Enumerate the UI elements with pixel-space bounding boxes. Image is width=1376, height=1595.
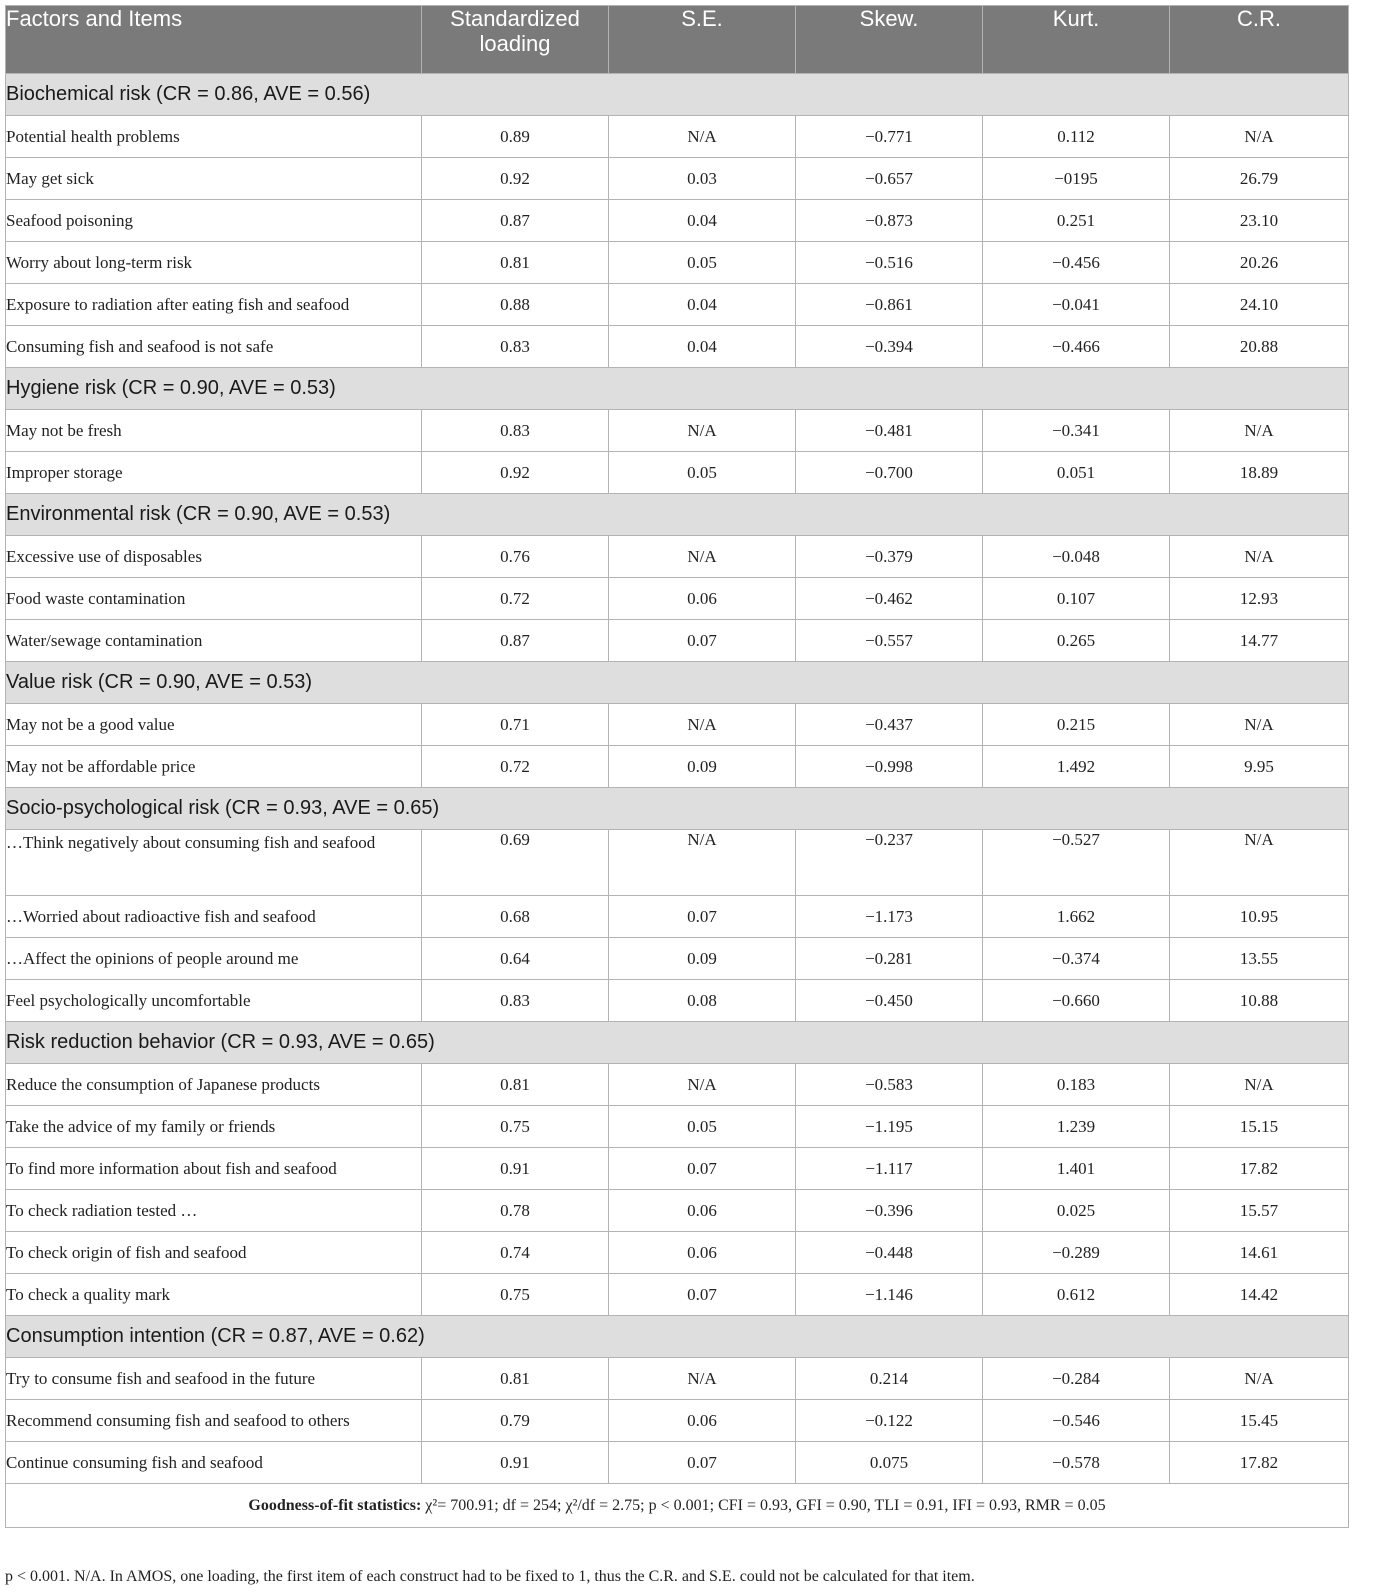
table-row bbox=[6, 1064, 1349, 1106]
skew-cell: −0.557 bbox=[796, 620, 983, 662]
table-row bbox=[6, 578, 1349, 620]
item-label: To find more information about fish and seafood bbox=[6, 1148, 422, 1190]
section-header-row bbox=[6, 494, 1349, 536]
loading-cell: 0.72 bbox=[422, 578, 609, 620]
loading-cell: 0.88 bbox=[422, 284, 609, 326]
table-row bbox=[6, 326, 1349, 368]
table-footnote: p < 0.001. N/A. In AMOS, one loading, the first item of each construct had to be fixed to 1, thus the C.R. and S.E. could not be calculated for that item. bbox=[5, 1568, 975, 1585]
table-row bbox=[6, 1358, 1349, 1400]
kurt-cell: −0195 bbox=[983, 158, 1170, 200]
skew-cell: −0.281 bbox=[796, 938, 983, 980]
cr-cell: 14.77 bbox=[1170, 620, 1349, 662]
table-row bbox=[6, 980, 1349, 1022]
cr-cell: N/A bbox=[1170, 704, 1349, 746]
section-title: Biochemical risk (CR = 0.86, AVE = 0.56) bbox=[6, 74, 1349, 116]
kurt-cell: −0.527 bbox=[983, 830, 1170, 896]
loading-cell: 0.74 bbox=[422, 1232, 609, 1274]
item-label: Excessive use of disposables bbox=[6, 536, 422, 578]
se-cell: 0.06 bbox=[609, 1400, 796, 1442]
kurt-cell: 0.107 bbox=[983, 578, 1170, 620]
loading-cell: 0.81 bbox=[422, 1064, 609, 1106]
item-label: Seafood poisoning bbox=[6, 200, 422, 242]
loading-cell: 0.69 bbox=[422, 830, 609, 896]
skew-cell: −1.146 bbox=[796, 1274, 983, 1316]
item-label: …Think negatively about consuming fish and seafood bbox=[6, 830, 422, 896]
table-row bbox=[6, 896, 1349, 938]
skew-cell: −0.657 bbox=[796, 158, 983, 200]
kurt-cell: 1.662 bbox=[983, 896, 1170, 938]
section-title: Environmental risk (CR = 0.90, AVE = 0.53) bbox=[6, 494, 1349, 536]
kurt-cell: 1.239 bbox=[983, 1106, 1170, 1148]
section-title: Hygiene risk (CR = 0.90, AVE = 0.53) bbox=[6, 368, 1349, 410]
skew-cell: −0.998 bbox=[796, 746, 983, 788]
kurt-cell: 1.401 bbox=[983, 1148, 1170, 1190]
kurt-cell: −0.048 bbox=[983, 536, 1170, 578]
item-label: Exposure to radiation after eating fish and seafood bbox=[6, 284, 422, 326]
kurt-cell: 0.215 bbox=[983, 704, 1170, 746]
se-cell: 0.05 bbox=[609, 242, 796, 284]
loading-cell: 0.75 bbox=[422, 1106, 609, 1148]
item-label: To check a quality mark bbox=[6, 1274, 422, 1316]
cr-cell: N/A bbox=[1170, 536, 1349, 578]
se-cell: 0.07 bbox=[609, 1148, 796, 1190]
kurt-cell: 0.112 bbox=[983, 116, 1170, 158]
se-cell: 0.06 bbox=[609, 1190, 796, 1232]
kurt-cell: −0.466 bbox=[983, 326, 1170, 368]
table-row bbox=[6, 1106, 1349, 1148]
section-header-row bbox=[6, 788, 1349, 830]
table-row bbox=[6, 1232, 1349, 1274]
table-row bbox=[6, 1442, 1349, 1484]
cr-cell: 13.55 bbox=[1170, 938, 1349, 980]
section-header-row bbox=[6, 368, 1349, 410]
loading-cell: 0.87 bbox=[422, 200, 609, 242]
cr-cell: 14.61 bbox=[1170, 1232, 1349, 1274]
table-row bbox=[6, 242, 1349, 284]
cr-cell: 17.82 bbox=[1170, 1442, 1349, 1484]
table-row bbox=[6, 1274, 1349, 1316]
kurt-cell: 0.025 bbox=[983, 1190, 1170, 1232]
section-title: Socio-psychological risk (CR = 0.93, AVE = 0.65) bbox=[6, 788, 1349, 830]
section-header-row bbox=[6, 1316, 1349, 1358]
goodness-of-fit-label: Goodness-of-fit statistics: bbox=[248, 1496, 422, 1514]
table-row bbox=[6, 536, 1349, 578]
kurt-cell: 0.051 bbox=[983, 452, 1170, 494]
loading-cell: 0.83 bbox=[422, 980, 609, 1022]
se-cell: 0.07 bbox=[609, 620, 796, 662]
kurt-cell: −0.289 bbox=[983, 1232, 1170, 1274]
item-label: May not be fresh bbox=[6, 410, 422, 452]
loading-cell: 0.81 bbox=[422, 1358, 609, 1400]
item-label: To check origin of fish and seafood bbox=[6, 1232, 422, 1274]
cr-cell: N/A bbox=[1170, 1064, 1349, 1106]
item-label: Take the advice of my family or friends bbox=[6, 1106, 422, 1148]
kurt-cell: −0.578 bbox=[983, 1442, 1170, 1484]
table-header-row bbox=[6, 6, 1349, 74]
cr-cell: 17.82 bbox=[1170, 1148, 1349, 1190]
skew-cell: −0.462 bbox=[796, 578, 983, 620]
item-label: Improper storage bbox=[6, 452, 422, 494]
item-label: Consuming fish and seafood is not safe bbox=[6, 326, 422, 368]
kurt-cell: −0.456 bbox=[983, 242, 1170, 284]
loading-cell: 0.71 bbox=[422, 704, 609, 746]
se-cell: 0.04 bbox=[609, 200, 796, 242]
cr-cell: 10.95 bbox=[1170, 896, 1349, 938]
cr-cell: 9.95 bbox=[1170, 746, 1349, 788]
kurt-cell: 0.265 bbox=[983, 620, 1170, 662]
table-row bbox=[6, 158, 1349, 200]
table-row bbox=[6, 410, 1349, 452]
table-row bbox=[6, 452, 1349, 494]
item-label: To check radiation tested … bbox=[6, 1190, 422, 1232]
skew-cell: −0.771 bbox=[796, 116, 983, 158]
se-cell: 0.05 bbox=[609, 1106, 796, 1148]
factor-loadings-table bbox=[5, 5, 1349, 1528]
loading-cell: 0.87 bbox=[422, 620, 609, 662]
table-row bbox=[6, 284, 1349, 326]
skew-cell: −0.861 bbox=[796, 284, 983, 326]
kurt-cell: 0.183 bbox=[983, 1064, 1170, 1106]
skew-cell: −0.394 bbox=[796, 326, 983, 368]
kurt-cell: −0.660 bbox=[983, 980, 1170, 1022]
header-standardized-loading: Standardized loading bbox=[422, 6, 609, 74]
header-kurt: Kurt. bbox=[983, 6, 1170, 74]
se-cell: N/A bbox=[609, 410, 796, 452]
cr-cell: 24.10 bbox=[1170, 284, 1349, 326]
kurt-cell: 0.251 bbox=[983, 200, 1170, 242]
skew-cell: 0.075 bbox=[796, 1442, 983, 1484]
table-row bbox=[6, 830, 1349, 896]
loading-cell: 0.92 bbox=[422, 452, 609, 494]
table-row bbox=[6, 200, 1349, 242]
header-skew: Skew. bbox=[796, 6, 983, 74]
cr-cell: 20.88 bbox=[1170, 326, 1349, 368]
cr-cell: N/A bbox=[1170, 410, 1349, 452]
loading-cell: 0.78 bbox=[422, 1190, 609, 1232]
skew-cell: −0.700 bbox=[796, 452, 983, 494]
header-se: S.E. bbox=[609, 6, 796, 74]
table-row bbox=[6, 704, 1349, 746]
section-title: Risk reduction behavior (CR = 0.93, AVE = 0.65) bbox=[6, 1022, 1349, 1064]
cr-cell: 15.15 bbox=[1170, 1106, 1349, 1148]
goodness-of-fit-row bbox=[6, 1484, 1349, 1528]
se-cell: 0.07 bbox=[609, 1274, 796, 1316]
se-cell: 0.09 bbox=[609, 746, 796, 788]
item-label: May get sick bbox=[6, 158, 422, 200]
goodness-of-fit-text: χ²= 700.91; df = 254; χ²/df = 2.75; p < 0.001; CFI = 0.93, GFI = 0.90, TLI = 0.91, IFI = 0.93, RMR = 0.05 bbox=[425, 1496, 1106, 1514]
loading-cell: 0.91 bbox=[422, 1442, 609, 1484]
se-cell: N/A bbox=[609, 1064, 796, 1106]
skew-cell: −1.195 bbox=[796, 1106, 983, 1148]
loading-cell: 0.68 bbox=[422, 896, 609, 938]
cr-cell: 23.10 bbox=[1170, 200, 1349, 242]
loading-cell: 0.75 bbox=[422, 1274, 609, 1316]
section-header-row bbox=[6, 662, 1349, 704]
item-label: May not be a good value bbox=[6, 704, 422, 746]
item-label: Continue consuming fish and seafood bbox=[6, 1442, 422, 1484]
goodness-of-fit-cell bbox=[6, 1484, 1349, 1528]
se-cell: N/A bbox=[609, 704, 796, 746]
item-label: Recommend consuming fish and seafood to others bbox=[6, 1400, 422, 1442]
skew-cell: −0.122 bbox=[796, 1400, 983, 1442]
header-factors-items: Factors and Items bbox=[6, 6, 422, 74]
table-row bbox=[6, 620, 1349, 662]
skew-cell: −0.448 bbox=[796, 1232, 983, 1274]
loading-cell: 0.83 bbox=[422, 326, 609, 368]
item-label: …Worried about radioactive fish and seafood bbox=[6, 896, 422, 938]
header-cr: C.R. bbox=[1170, 6, 1349, 74]
skew-cell: −0.516 bbox=[796, 242, 983, 284]
loading-cell: 0.64 bbox=[422, 938, 609, 980]
item-label: Worry about long-term risk bbox=[6, 242, 422, 284]
cr-cell: 26.79 bbox=[1170, 158, 1349, 200]
table-row bbox=[6, 1190, 1349, 1232]
cr-cell: 10.88 bbox=[1170, 980, 1349, 1022]
skew-cell: 0.214 bbox=[796, 1358, 983, 1400]
skew-cell: −0.396 bbox=[796, 1190, 983, 1232]
item-label: Reduce the consumption of Japanese products bbox=[6, 1064, 422, 1106]
table-row bbox=[6, 746, 1349, 788]
section-header-row bbox=[6, 74, 1349, 116]
item-label: Feel psychologically uncomfortable bbox=[6, 980, 422, 1022]
kurt-cell: −0.546 bbox=[983, 1400, 1170, 1442]
loading-cell: 0.91 bbox=[422, 1148, 609, 1190]
item-label: Water/sewage contamination bbox=[6, 620, 422, 662]
table-body bbox=[6, 74, 1349, 1484]
skew-cell: −1.117 bbox=[796, 1148, 983, 1190]
skew-cell: −0.873 bbox=[796, 200, 983, 242]
section-title: Consumption intention (CR = 0.87, AVE = 0.62) bbox=[6, 1316, 1349, 1358]
item-label: May not be affordable price bbox=[6, 746, 422, 788]
table-row bbox=[6, 116, 1349, 158]
cr-cell: N/A bbox=[1170, 830, 1349, 896]
cr-cell: 12.93 bbox=[1170, 578, 1349, 620]
cr-cell: 15.57 bbox=[1170, 1190, 1349, 1232]
se-cell: 0.05 bbox=[609, 452, 796, 494]
skew-cell: −0.437 bbox=[796, 704, 983, 746]
loading-cell: 0.76 bbox=[422, 536, 609, 578]
kurt-cell: −0.374 bbox=[983, 938, 1170, 980]
se-cell: N/A bbox=[609, 1358, 796, 1400]
skew-cell: −0.583 bbox=[796, 1064, 983, 1106]
kurt-cell: −0.341 bbox=[983, 410, 1170, 452]
cr-cell: 20.26 bbox=[1170, 242, 1349, 284]
se-cell: 0.04 bbox=[609, 284, 796, 326]
se-cell: N/A bbox=[609, 830, 796, 896]
kurt-cell: −0.284 bbox=[983, 1358, 1170, 1400]
cr-cell: N/A bbox=[1170, 1358, 1349, 1400]
item-label: …Affect the opinions of people around me bbox=[6, 938, 422, 980]
table-row bbox=[6, 938, 1349, 980]
cr-cell: 18.89 bbox=[1170, 452, 1349, 494]
se-cell: 0.09 bbox=[609, 938, 796, 980]
se-cell: 0.07 bbox=[609, 896, 796, 938]
loading-cell: 0.81 bbox=[422, 242, 609, 284]
cr-cell: N/A bbox=[1170, 116, 1349, 158]
cr-cell: 15.45 bbox=[1170, 1400, 1349, 1442]
skew-cell: −0.481 bbox=[796, 410, 983, 452]
loading-cell: 0.89 bbox=[422, 116, 609, 158]
loading-cell: 0.79 bbox=[422, 1400, 609, 1442]
cr-cell: 14.42 bbox=[1170, 1274, 1349, 1316]
skew-cell: −0.450 bbox=[796, 980, 983, 1022]
loading-cell: 0.92 bbox=[422, 158, 609, 200]
kurt-cell: 0.612 bbox=[983, 1274, 1170, 1316]
se-cell: 0.03 bbox=[609, 158, 796, 200]
se-cell: 0.04 bbox=[609, 326, 796, 368]
se-cell: 0.08 bbox=[609, 980, 796, 1022]
skew-cell: −0.237 bbox=[796, 830, 983, 896]
se-cell: 0.06 bbox=[609, 1232, 796, 1274]
section-title: Value risk (CR = 0.90, AVE = 0.53) bbox=[6, 662, 1349, 704]
kurt-cell: 1.492 bbox=[983, 746, 1170, 788]
se-cell: N/A bbox=[609, 116, 796, 158]
se-cell: 0.07 bbox=[609, 1442, 796, 1484]
se-cell: 0.06 bbox=[609, 578, 796, 620]
table-row bbox=[6, 1148, 1349, 1190]
loading-cell: 0.72 bbox=[422, 746, 609, 788]
section-header-row bbox=[6, 1022, 1349, 1064]
item-label: Try to consume fish and seafood in the future bbox=[6, 1358, 422, 1400]
skew-cell: −0.379 bbox=[796, 536, 983, 578]
skew-cell: −1.173 bbox=[796, 896, 983, 938]
item-label: Food waste contamination bbox=[6, 578, 422, 620]
kurt-cell: −0.041 bbox=[983, 284, 1170, 326]
table-row bbox=[6, 1400, 1349, 1442]
se-cell: N/A bbox=[609, 536, 796, 578]
loading-cell: 0.83 bbox=[422, 410, 609, 452]
item-label: Potential health problems bbox=[6, 116, 422, 158]
